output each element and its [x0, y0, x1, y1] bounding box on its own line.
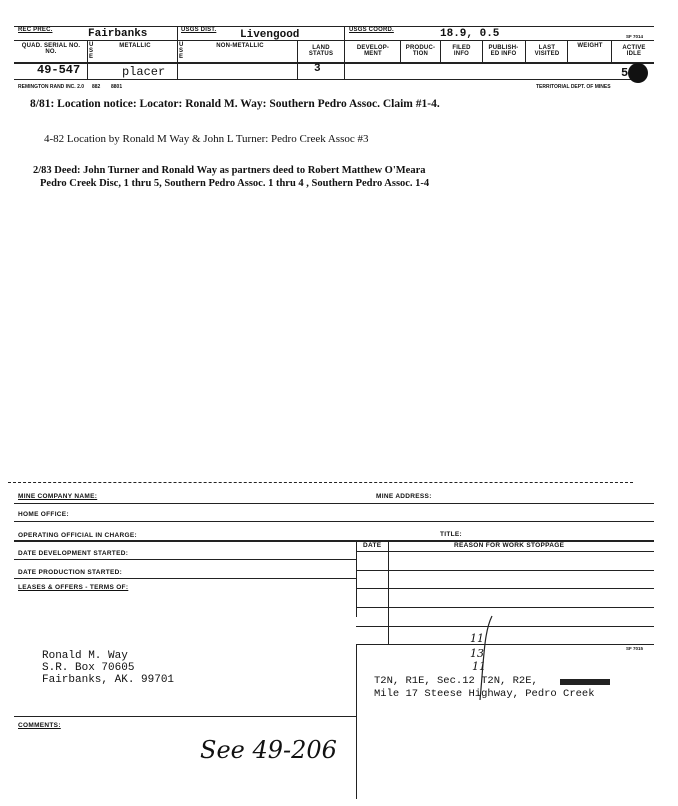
active-idle-value: 5 [621, 66, 629, 80]
col-published-info: PUBLISH- ED INFO [488, 45, 519, 57]
header-sep [177, 26, 178, 40]
location-line-1: T2N, R1E, Sec.12 T2N, R2E, [374, 675, 538, 687]
header-row-top-line [14, 62, 654, 64]
handwritten-mark-a: 11 [470, 632, 484, 645]
handwritten-mark-c: 11 [472, 660, 486, 673]
form-number-top: SF 7014 [626, 34, 644, 39]
printer-code-1: 882 [92, 84, 101, 90]
form-line [14, 503, 654, 504]
quad-serial-value: 49-547 [37, 63, 81, 77]
form-line [14, 521, 654, 522]
col-sep [177, 40, 178, 79]
col-metallic: METALLIC [119, 43, 151, 49]
col-quad-serial: QUAD. SERIAL NO. NO. [21, 43, 81, 55]
col-weight: WEIGHT [577, 43, 603, 49]
date-column-header: DATE [363, 542, 382, 549]
col-filed-info: FILED INFO [452, 45, 471, 57]
operating-official-label: OPERATING OFFICIAL IN CHARGE: [18, 532, 137, 539]
address-line-1: Ronald M. Way [42, 650, 128, 662]
land-status-value: 3 [314, 63, 321, 75]
col-sep [482, 40, 483, 62]
grid-line [356, 644, 654, 645]
col-production: PRODUC- TION [405, 45, 436, 57]
col-sep [297, 40, 298, 79]
grid-line [356, 588, 654, 589]
usgs-coord-label: USGS COORD. [349, 27, 394, 33]
metallic-value: placer [122, 65, 166, 79]
entry-line-3b: Pedro Creek Disc, 1 thru 5, Southern Pedro Assoc. 1 thru 4 , Southern Pedro Assoc. 1-4 [40, 178, 430, 189]
usgs-dist-label: USGS DIST. [181, 27, 217, 33]
col-active-idle: ACTIVE IDLE [622, 45, 646, 57]
rec-prec-label: REC PREC. [18, 27, 53, 33]
col-sep [611, 40, 612, 62]
location-line-2: Mile 17 Steese Highway, Pedro Creek [374, 688, 595, 700]
header-sep [344, 26, 345, 40]
mine-company-name-label: MINE COMPANY NAME: [18, 493, 98, 500]
rec-prec-value: Fairbanks [88, 28, 148, 40]
comments-label: COMMENTS: [18, 722, 61, 729]
grid-vline [356, 540, 357, 617]
entry-line-1: 8/81: Location notice: Locator: Ronald M. Way: Southern Pedro Assoc. Claim #1-4. [30, 98, 440, 110]
entry-line-2: 4-82 Location by Ronald M Way & John L Turner: Pedro Creek Assoc #3 [44, 133, 369, 145]
home-office-label: HOME OFFICE: [18, 511, 69, 518]
col-sep [440, 40, 441, 62]
grid-vline [388, 540, 389, 644]
form-line [14, 559, 356, 560]
title-label: TITLE: [440, 531, 463, 538]
date-development-label: DATE DEVELOPMENT STARTED: [18, 550, 129, 557]
grid-line [356, 570, 654, 571]
entry-line-3a: 2/83 Deed: John Turner and Ronald Way as partners deed to Robert Matthew O'Meara [33, 165, 426, 176]
address-line-2: S.R. Box 70605 [42, 662, 135, 674]
leases-offers-label: LEASES & OFFERS - TERMS OF: [18, 584, 129, 591]
mine-address-label: MINE ADDRESS: [376, 493, 432, 500]
form-line [14, 716, 356, 717]
col-land-status: LAND STATUS [308, 45, 334, 57]
col-sep [525, 40, 526, 62]
grid-line [356, 626, 654, 627]
col-use: U S E [89, 42, 94, 60]
printer-code-2: 8801 [111, 84, 123, 90]
col-sep [87, 40, 88, 79]
filled-circle-mark [628, 63, 648, 83]
col-non-metallic: NON-METALLIC [216, 43, 264, 49]
address-line-3: Fairbanks, AK. 99701 [42, 674, 175, 686]
form-line [356, 551, 654, 552]
grid-vline [356, 644, 357, 799]
col-last-visited: LAST VISITED [534, 45, 560, 57]
form-number-bottom: SF 7015 [626, 646, 644, 651]
usgs-dist-value: Livengood [240, 29, 300, 41]
handwritten-note: See 49-206 [200, 736, 337, 764]
date-production-label: DATE PRODUCTION STARTED: [18, 569, 123, 576]
header-top-line [14, 26, 654, 27]
col-sep [344, 40, 345, 79]
printer-left: REMINGTON RAND INC. 2.0 [18, 84, 85, 90]
header-row-bottom-line [14, 79, 644, 80]
usgs-coord-value: 18.9, 0.5 [440, 28, 500, 40]
handwritten-mark-b: 13 [470, 647, 484, 660]
printer-right: TERRITORIAL DEPT. OF MINES [536, 84, 611, 90]
col-development: DEVELOP- MENT [356, 45, 390, 57]
col-use-2: U S E [179, 42, 184, 60]
grid-line [356, 607, 654, 608]
lower-form-top-line [8, 482, 633, 483]
col-sep [567, 40, 568, 62]
form-line [14, 578, 356, 579]
struck-out-text [560, 679, 610, 685]
col-sep [400, 40, 401, 62]
reason-column-header: REASON FOR WORK STOPPAGE [454, 542, 565, 549]
header-divider-line [14, 40, 654, 41]
